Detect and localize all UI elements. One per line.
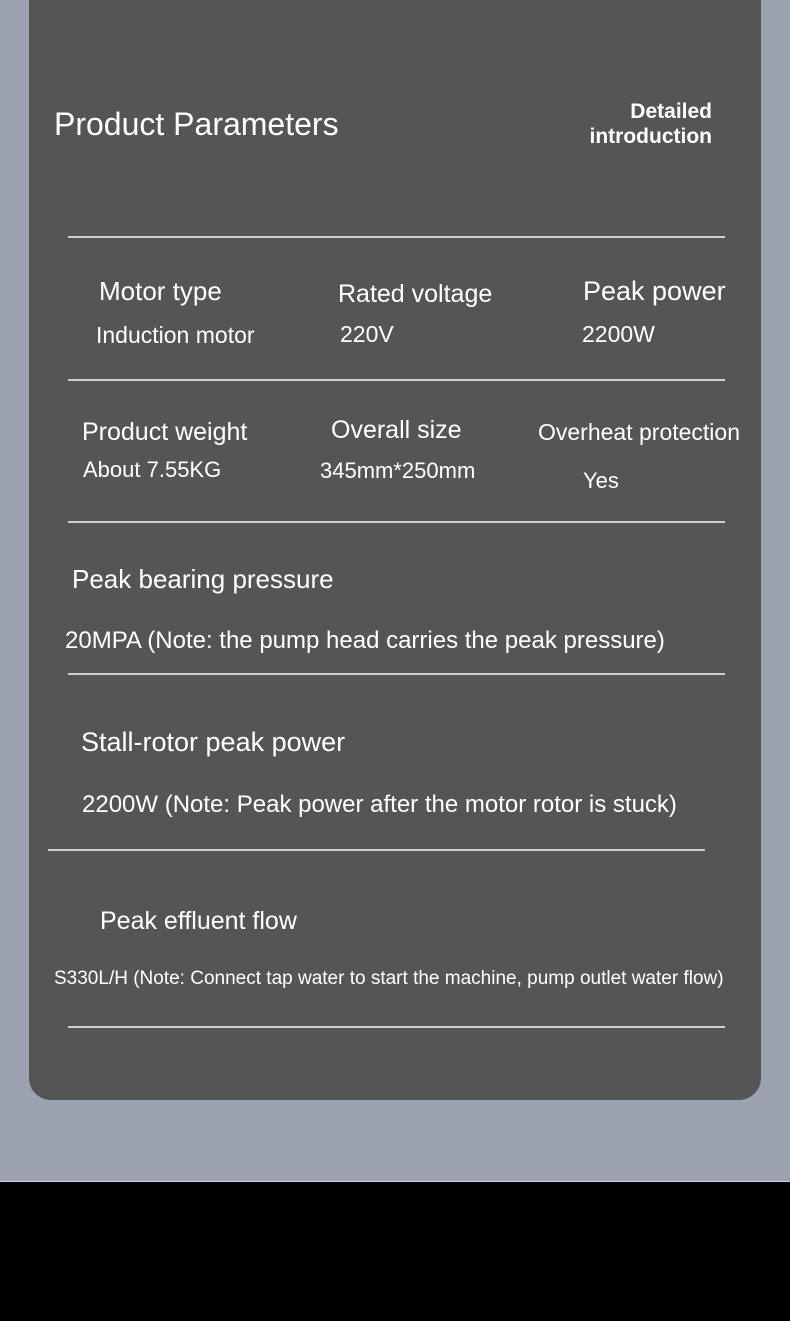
- divider: [48, 849, 705, 851]
- divider: [68, 236, 725, 238]
- peak-bearing-pressure-value: 20MPA (Note: the pump head carries the peak pressure): [65, 627, 665, 654]
- product-weight-value: About 7.55KG: [83, 457, 222, 482]
- overheat-protection-label: Overheat protection: [538, 419, 741, 445]
- product-weight-label: Product weight: [82, 418, 248, 446]
- divider: [68, 521, 725, 523]
- overall-size-label: Overall size: [331, 416, 462, 444]
- stall-rotor-peak-power-label: Stall-rotor peak power: [81, 727, 346, 757]
- peak-power-label: Peak power: [583, 276, 726, 306]
- detailed-introduction-link[interactable]: Detailed introduction: [589, 100, 712, 149]
- peak-effluent-flow-label: Peak effluent flow: [100, 907, 297, 935]
- divider: [68, 673, 725, 675]
- rated-voltage-value: 220V: [340, 321, 394, 347]
- divider: [68, 1026, 725, 1028]
- peak-bearing-pressure-label: Peak bearing pressure: [72, 564, 334, 594]
- peak-power-value: 2200W: [582, 321, 655, 347]
- rated-voltage-label: Rated voltage: [338, 280, 493, 308]
- overall-size-value: 345mm*250mm: [320, 458, 476, 483]
- motor-type-value: Induction motor: [96, 322, 255, 348]
- section-title: Product Parameters: [54, 106, 339, 142]
- stall-rotor-peak-power-value: 2200W (Note: Peak power after the motor rotor is stuck): [82, 791, 677, 818]
- peak-effluent-flow-value: S330L/H (Note: Connect tap water to start the machine, pump outlet water flow): [54, 968, 724, 989]
- overheat-protection-value: Yes: [583, 468, 619, 493]
- footer-divider: [0, 1181, 790, 1182]
- motor-type-label: Motor type: [99, 276, 222, 306]
- divider: [68, 379, 725, 381]
